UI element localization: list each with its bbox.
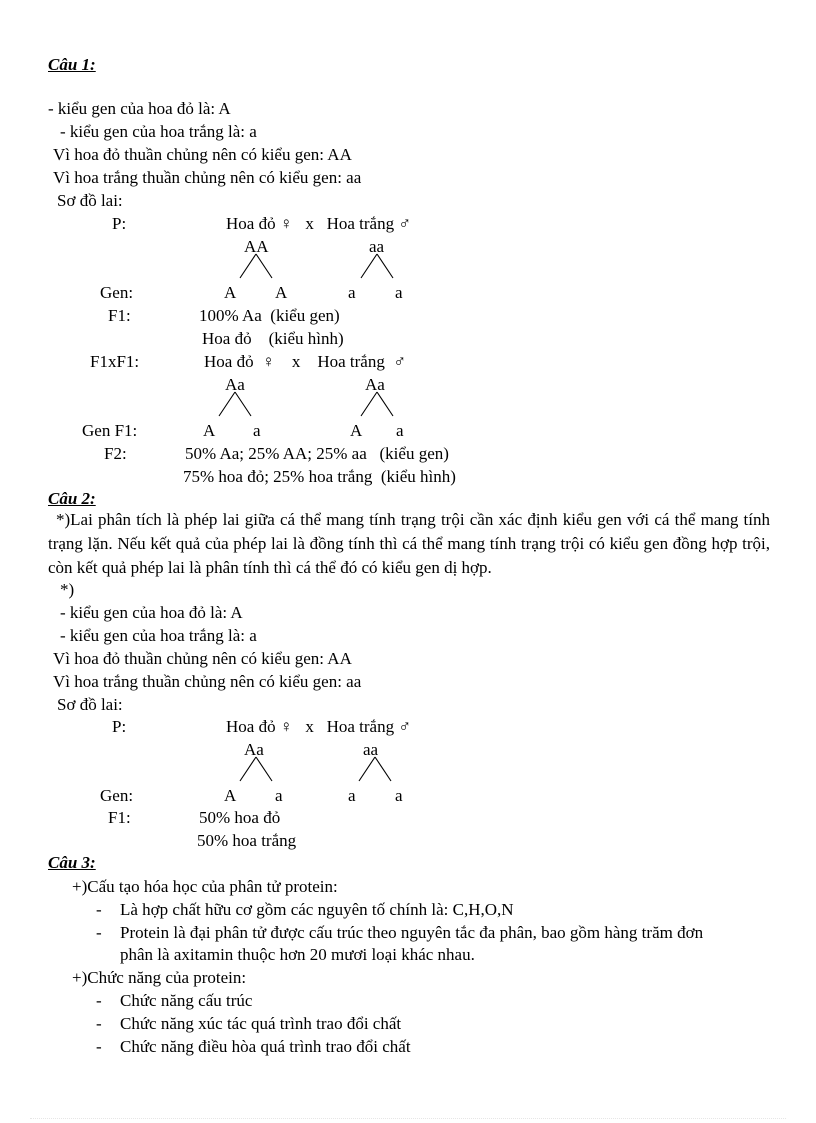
q3-function-title: +)Chức năng của protein: — [72, 968, 247, 987]
q1-line-1: - kiểu gen của hoa đỏ là: A — [48, 99, 231, 118]
q1-f2-genotype: 50% Aa; 25% AA; 25% aa (kiểu gen) — [185, 444, 449, 463]
q2-p-label: P: — [112, 717, 127, 736]
q1-f1-label: F1: — [108, 306, 131, 325]
q1-f1xf1-genotype-left: Aa — [225, 375, 245, 394]
q3-structure-item: Protein là đại phân tử được cấu trúc theo nguyên tắc đa phân, bao gồm hàng trăm đơn — [120, 923, 704, 942]
q2-line-5: Sơ đồ lai: — [57, 695, 123, 714]
q1-line-4: Vì hoa trắng thuần chủng nên có kiểu gen: aa — [53, 168, 362, 187]
q1-gamete-f1: A — [350, 421, 363, 440]
bullet-dash: - — [96, 991, 102, 1010]
q3-function-item: Chức năng xúc tác quá trình trao đổi chất — [120, 1014, 402, 1033]
q1-gamete: a — [348, 283, 356, 302]
q1-f1xf1-branch-right — [357, 392, 397, 418]
q2-p-genotype-right: aa — [363, 740, 379, 759]
q1-p-label: P: — [112, 214, 127, 233]
q3-structure-item: Là hợp chất hữu cơ gồm các nguyên tố chính là: C,H,O,N — [120, 900, 514, 919]
q2-paragraph: *)Lai phân tích là phép lai giữa cá thể mang tính trạng trội cần xác định kiểu gen với cá thể mang tính trạng lặn. Nếu kết quả của phép lai là đồng tính thì cá thể mang tính trạng trội có kiểu gen đồng hợp trội, còn kết quả phép lai là phân tính thì cá thể đó có kiểu gen dị hợp. — [48, 510, 770, 577]
q2-line-2: - kiểu gen của hoa trắng là: a — [60, 626, 257, 645]
q3-structure-item-cont: phân là axitamin thuộc hơn 20 mươi loại khác nhau. — [120, 945, 475, 964]
q3-function-item: Chức năng điều hòa quá trình trao đổi chất — [120, 1037, 411, 1056]
q1-gamete: A — [224, 283, 237, 302]
q2-f1-line-2: 50% hoa trắng — [197, 831, 297, 850]
q1-gamete-f1: a — [253, 421, 261, 440]
q1-line-5: Sơ đồ lai: — [57, 191, 123, 210]
q2-p-branch-left — [236, 757, 276, 783]
q1-genf1-label: Gen F1: — [82, 421, 138, 440]
q2-line-1: - kiểu gen của hoa đỏ là: A — [60, 603, 243, 622]
bullet-dash: - — [96, 923, 102, 942]
q1-gamete-f1: a — [396, 421, 404, 440]
q3-structure-title: +)Cấu tạo hóa học của phân tử protein: — [72, 877, 338, 896]
q1-p-branch-right — [357, 254, 397, 280]
q2-f1-label: F1: — [108, 808, 131, 827]
bullet-dash: - — [96, 1037, 102, 1056]
q1-line-3: Vì hoa đỏ thuần chủng nên có kiểu gen: AA — [53, 145, 352, 164]
q2-line-4: Vì hoa trắng thuần chủng nên có kiểu gen: aa — [53, 672, 362, 691]
q2-star: *) — [60, 580, 75, 599]
q1-heading: Câu 1: — [48, 55, 96, 74]
q1-p-genotype-left: AA — [244, 237, 269, 256]
q3-heading: Câu 3: — [48, 853, 96, 872]
q1-f1-genotype: 100% Aa (kiểu gen) — [199, 306, 340, 325]
q1-p-cross: Hoa đỏ ♀ x Hoa trắng ♂ — [226, 214, 412, 233]
q2-p-cross: Hoa đỏ ♀ x Hoa trắng ♂ — [226, 717, 412, 736]
q2-gen-label: Gen: — [100, 786, 134, 805]
bullet-dash: - — [96, 1014, 102, 1033]
q2-gamete: A — [224, 786, 237, 805]
q1-gamete: A — [275, 283, 288, 302]
bullet-dash: - — [96, 900, 102, 919]
q1-f1xf1-cross: Hoa đỏ ♀ x Hoa trắng ♂ — [204, 352, 407, 371]
q2-heading: Câu 2: — [48, 489, 96, 508]
q1-gamete-f1: A — [203, 421, 216, 440]
q1-p-branch-left — [236, 254, 276, 280]
q1-f1xf1-branch-left — [215, 392, 255, 418]
q2-gamete: a — [348, 786, 356, 805]
q1-p-genotype-right: aa — [369, 237, 385, 256]
q2-f1-line-1: 50% hoa đỏ — [199, 808, 281, 827]
q2-gamete: a — [275, 786, 283, 805]
q2-p-branch-right — [355, 757, 395, 783]
q2-line-3: Vì hoa đỏ thuần chủng nên có kiểu gen: AA — [53, 649, 352, 668]
q1-f2-phenotype: 75% hoa đỏ; 25% hoa trắng (kiểu hình) — [183, 467, 456, 486]
q2-p-genotype-left: Aa — [244, 740, 264, 759]
q1-gamete: a — [395, 283, 403, 302]
q1-gen-label: Gen: — [100, 283, 134, 302]
q1-f1xf1-label: F1xF1: — [90, 352, 140, 371]
q3-function-item: Chức năng cấu trúc — [120, 991, 253, 1010]
q1-f2-label: F2: — [104, 444, 127, 463]
q2-gamete: a — [395, 786, 403, 805]
page-footer-rule — [30, 1118, 786, 1119]
q1-line-2: - kiểu gen của hoa trắng là: a — [60, 122, 257, 141]
q1-f1xf1-genotype-right: Aa — [365, 375, 385, 394]
q1-f1-phenotype: Hoa đỏ (kiểu hình) — [202, 329, 344, 348]
